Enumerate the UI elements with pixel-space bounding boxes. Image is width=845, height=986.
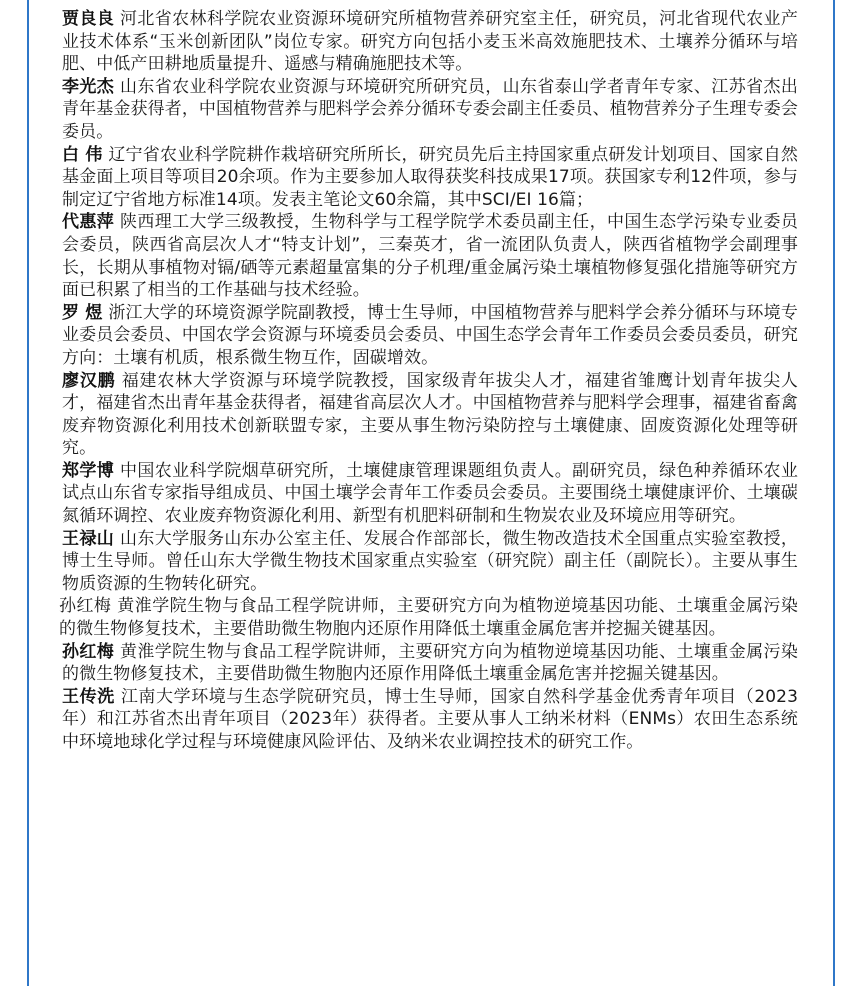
expert-bio: 山东省农业科学院农业资源与环境研究所研究员，山东省泰山学者青年专家、江苏省杰出青年基金获得者，中国植物营养与肥料学会养分循环专委会副主任委员、植物营养分子生理专委会委员。: [62, 76, 798, 142]
expert-name: 李光杰: [62, 76, 115, 97]
expert-name: 贾良良: [62, 9, 115, 29]
expert-bio: 黄淮学院生物与食品工程学院讲师，主要研究方向为植物逆境基因功能、土壤重金属污染的微生物修复技术，主要借助微生物胞内还原作用降低土壤重金属危害并挖掘关键基因。: [62, 641, 798, 685]
expert-entry-liao: [62, 370, 798, 460]
expert-bio: 山东大学服务山东办公室主任、发展合作部部长，微生物改造技术全国重点实验室教授，博士生导师。曾任山东大学微生物技术国家重点实验室（研究院）副主任（副院长）。主要从事生物质资源的生物转化研究。: [62, 528, 798, 594]
expert-bio: 江南大学环境与生态学院研究员，博士生导师，国家自然科学基金优秀青年项目（2023年）和江苏省杰出青年项目（2023年）获得者。主要从事人工纳米材料（ENMs）农田生态系统中环境地球化学过程与环境健康风险评估、及纳米农业调控技术的研究工作。: [62, 686, 798, 752]
expert-entry-sun: [62, 641, 798, 686]
expert-entry-luo: [62, 302, 798, 370]
expert-bio: 河北省农林科学院农业资源环境研究所植物营养研究室主任，研究员，河北省现代农业产业技术体系“玉米创新团队”岗位专家。研究方向包括小麦玉米高效施肥技术、土壤养分循环与培肥、中低产田耕地质量提升、遥感与精确施肥技术等。: [62, 9, 798, 75]
expert-entry-jia: [62, 8, 798, 76]
expert-name: 廖汉鹏: [62, 370, 116, 391]
expert-entry-wang-lushan: [62, 528, 798, 596]
expert-name: 孙红梅: [62, 641, 115, 662]
expert-entry-wang-chuanxi: [62, 686, 798, 754]
expert-name: 郑学博: [62, 460, 115, 481]
expert-entry-bai: [62, 144, 798, 212]
expert-bio: 浙江大学的环境资源学院副教授，博士生导师，中国植物营养与肥料学会养分循环与环境专业委员会委员、中国农学会资源与环境委员会委员、中国生态学会青年工作委员会委员委员，研究方向：土壤有机质，根系微生物互作，固碳增效。: [62, 302, 798, 368]
expert-entry-sun-plain: [59, 595, 798, 640]
expert-name: 王传洗: [62, 686, 115, 707]
expert-bio: 辽宁省农业科学院耕作栽培研究所所长，研究员先后主持国家重点研发计划项目、国家自然基金面上项目等项目20余项。作为主要参加人取得获奖科技成果17项。获国家专利12件项，参与制定辽宁省地方标准14项。发表主笔论文60余篇，其中SCI/EI 16篇；: [62, 144, 798, 210]
expert-name: 罗 煜: [62, 302, 103, 323]
expert-bio: 孙红梅 黄淮学院生物与食品工程学院讲师，主要研究方向为植物逆境基因功能、土壤重金属污染的微生物修复技术，主要借助微生物胞内还原作用降低土壤重金属危害并挖掘关键基因。: [59, 596, 798, 640]
expert-list: [59, 8, 798, 754]
expert-entry-zheng: [62, 460, 798, 528]
expert-bio: 福建农林大学资源与环境学院教授，国家级青年拔尖人才，福建省雏鹰计划青年拔尖人才，福建省杰出青年基金获得者，福建省高层次人才。中国植物营养与肥料学会理事，福建省畜禽废弃物资源化利用技术创新联盟专家，主要从事生物污染防控与土壤健康、固废资源化处理等研究。: [62, 370, 798, 459]
expert-name: 白 伟: [62, 144, 103, 165]
expert-bio: 中国农业科学院烟草研究所，土壤健康管理课题组负责人。副研究员，绿色种养循环农业试点山东省专家指导组成员、中国土壤学会青年工作委员会委员。主要围绕土壤健康评价、土壤碳氮循环调控、农业废弃物资源化利用、新型有机肥料研制和生物炭农业及环境应用等研究。: [62, 460, 798, 527]
expert-name: 王禄山: [62, 528, 115, 549]
expert-entry-li: [62, 76, 798, 144]
expert-bio: 陕西理工大学三级教授，生物科学与工程学院学术委员副主任，中国生态学污染专业委员会委员，陕西省高层次人才“特支计划”，三秦英才，省一流团队负责人，陕西省植物学会副理事长，长期从事植物对镉/硒等元素超量富集的分子机理/重金属污染土壤植物修复强化措施等研究方面已积累了相当的工作基础与技术经验。: [62, 212, 798, 301]
expert-name: 代惠萍: [62, 212, 115, 233]
expert-entry-dai: [62, 211, 798, 301]
